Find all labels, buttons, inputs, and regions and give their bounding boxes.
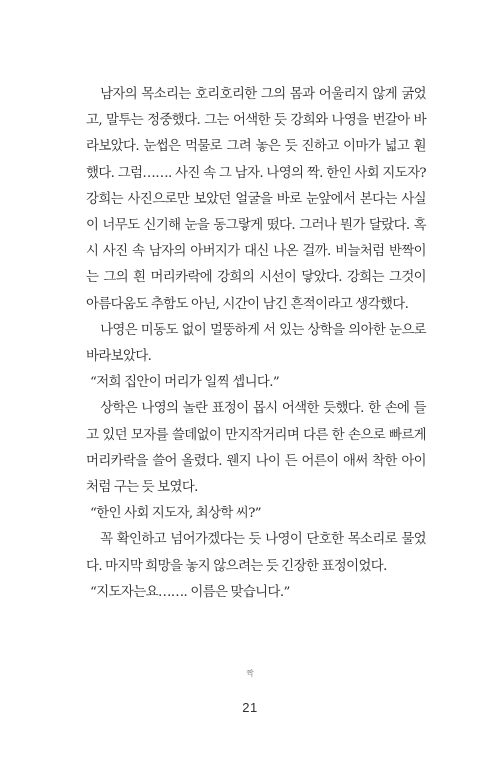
paragraph: 꼭 확인하고 넘어가겠다는 듯 나영이 단호한 목소리로 물었다. 마지막 희망을 놓지 않으려는 듯 긴장한 표정이었다. xyxy=(86,532,426,574)
body-text xyxy=(86,82,426,606)
paragraph: 상학은 나영의 놀란 표정이 몹시 어색한 듯했다. 한 손에 들고 있던 모자를 쓸데없이 만지작거리며 다른 한 손으로 빠르게 머리카락을 쓸어 올렸다. 웬지 나이 든 어른이 애써 착한 아이처럼 구는 듯 보였다. xyxy=(86,401,426,496)
dialogue-line: “한인 사회 지도자, 최상학 씨?” xyxy=(90,506,262,522)
page-number: 21 xyxy=(242,700,258,715)
dialogue-line: “지도자는요……. 이름은 맞습니다.” xyxy=(90,584,290,600)
paragraph: 남자의 목소리는 호리호리한 그의 몸과 어울리지 않게 굵었고, 말투는 정중했다. 그는 어색한 듯 강희와 나영을 번갈아 바라보았다. 눈썹은 먹물로 그려 놓은 듯 진하고 이마가 넓고 훤했다. 그럼……. 사진 속 그 남자. 나영의 짝. 한인 사회 지도자? 강희는 사진으로만 보았던 얼굴을 바로 눈앞에서 본다는 사실이 너무도 신기해 눈을 동그랗게 떴다. 그러나 뭔가 달랐다. 혹시 사진 속 남자의 아버지가 대신 나온 걸까. 비늘처럼 반짝이는 그의 흰 머리카락에 강희의 시선이 닿았다. 강희는 그것이 아름다움도 추함도 아닌, 시간이 남긴 흔적이라고 생각했다. xyxy=(86,87,426,312)
running-footer-title: 짝 xyxy=(246,669,254,678)
paragraph: 나영은 미동도 없이 멀뚱하게 서 있는 상학을 의아한 눈으로 바라보았다. xyxy=(86,322,426,365)
dialogue-line: “저희 집안이 머리가 일찍 셉니다.” xyxy=(90,375,280,391)
